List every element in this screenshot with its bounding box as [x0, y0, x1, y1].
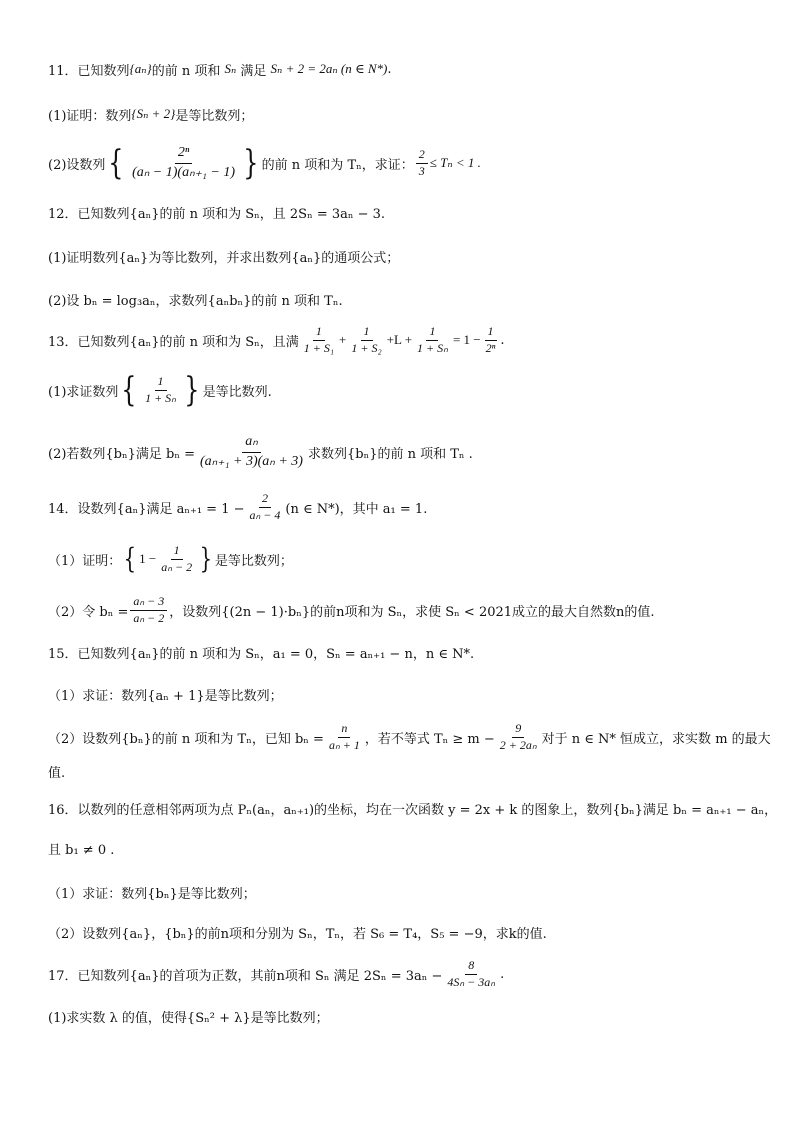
- problem-13-stem: [48, 320, 794, 360]
- problem-12-part1: [48, 245, 794, 267]
- problem-16-stem-text2: 且 b₁ ≠ 0 .: [48, 842, 115, 858]
- fraction-denominator: 1 + S₂: [351, 340, 382, 355]
- problem-11-part2-bound: [416, 148, 428, 179]
- fraction-numerator: 2: [259, 492, 271, 508]
- problem-13-part1-label: (1)求证数列: [48, 384, 119, 400]
- fraction-denominator: 4Sₙ − 3aₙ: [447, 974, 496, 989]
- problem-13-part1-end: 是等比数列.: [202, 384, 272, 400]
- problem-11-stem-text: 11．已知数列: [48, 63, 130, 79]
- problem-13-frac3: [414, 325, 451, 356]
- problem-13-part2-label: (2)若数列{bₙ}满足 bₙ =: [48, 446, 196, 462]
- fraction-numerator: 1: [426, 325, 438, 341]
- problem-14-stem: [48, 487, 794, 527]
- problem-12-part2: [48, 288, 794, 310]
- fraction-numerator: aₙ − 3: [130, 595, 167, 611]
- problem-13-stem-text: 13．已知数列{aₙ}的前 n 项和为 Sₙ，且满: [48, 334, 299, 350]
- problem-17-stem-end: .: [500, 966, 505, 982]
- problem-14-part2: [48, 590, 794, 630]
- problem-15-part2: [48, 716, 794, 758]
- problem-17-stem: [48, 953, 794, 995]
- fraction-denominator: 2ⁿ: [485, 340, 496, 355]
- fraction-denominator: 1 + S₁: [303, 340, 335, 355]
- right-brace: }: [184, 370, 200, 410]
- fraction-numerator: 1: [155, 375, 167, 391]
- problem-12-part1-text: (1)证明数列{aₙ}为等比数列，并求出数列{aₙ}的通项公式；: [48, 250, 400, 266]
- problem-11-part2-end: ≤ Tₙ < 1 .: [429, 155, 481, 170]
- problem-11-stem-end: .: [387, 61, 392, 77]
- problem-11-part1-end: 是等比数列；: [175, 108, 254, 124]
- problem-13-part2-end: 求数列{bₙ}的前 n 项和 Tₙ .: [307, 446, 473, 462]
- problem-13-part1: [48, 368, 794, 412]
- problem-11-part2-fraction: [129, 145, 238, 180]
- problem-11-stem-sn: Sₙ: [224, 61, 237, 76]
- problem-13-part2: [48, 430, 794, 474]
- problem-13-frac4: [483, 325, 499, 356]
- problem-15-part2-tail-text: 值.: [48, 765, 66, 781]
- fraction-denominator: aₙ − 4: [249, 507, 281, 522]
- problem-13-part1-fraction: [142, 375, 179, 406]
- problem-15-part2-mid: ，若不等式 Tₙ ≥ m −: [364, 731, 495, 747]
- fraction-denominator: (aₙ₊₁ + 3)(aₙ + 3): [200, 453, 303, 469]
- fraction-denominator: 3: [418, 163, 425, 178]
- problem-14-part1: [48, 538, 794, 580]
- problem-15-part2-tail: [48, 760, 794, 782]
- fraction-denominator: aₙ − 2: [161, 559, 193, 574]
- fraction-numerator: 8: [465, 959, 477, 975]
- problem-14-stem-text: 14．设数列{aₙ}满足 aₙ₊₁ = 1 −: [48, 501, 245, 517]
- problem-11-part2-label: (2)设数列: [48, 157, 106, 173]
- problem-16-stem-line1: [48, 797, 794, 819]
- fraction-numerator: aₙ: [242, 434, 261, 452]
- fraction-numerator: 1: [313, 325, 325, 341]
- fraction-numerator: 1: [171, 544, 183, 560]
- equals-term: = 1 −: [452, 332, 481, 347]
- problem-15-stem: [48, 641, 794, 663]
- problem-15-stem-text: 15．已知数列{aₙ}的前 n 项和为 Sₙ，a₁ = 0，Sₙ = aₙ₊₁ − n，n ∈ N*.: [48, 646, 475, 662]
- problem-14-part1-label: （1）证明：: [48, 553, 122, 569]
- fraction-denominator: 1 + Sₙ: [417, 340, 448, 355]
- right-brace: }: [243, 143, 259, 183]
- problem-15-part1: [48, 683, 794, 705]
- problem-17-part1: [48, 1005, 794, 1027]
- problem-13-frac1: [301, 325, 337, 356]
- fraction-denominator: aₙ − 2: [133, 610, 165, 625]
- problem-16-part1: [48, 881, 794, 903]
- problem-14-fraction: [247, 492, 284, 523]
- fraction-numerator: 1: [485, 325, 497, 341]
- fraction-numerator: n: [338, 722, 350, 738]
- fraction-denominator: 1 + Sₙ: [145, 390, 176, 405]
- problem-17-stem-text: 17．已知数列{aₙ}的首项为正数，其前n项和 Sₙ 满足 2Sₙ = 3aₙ −: [48, 968, 443, 984]
- problem-11-part2-mid: 的前 n 项和为 Tₙ，求证：: [261, 157, 414, 173]
- problem-12-stem-text: 12．已知数列{aₙ}的前 n 项和为 Sₙ，且 2Sₙ = 3aₙ − 3.: [48, 206, 386, 222]
- fraction-numerator: 1: [361, 325, 373, 341]
- fraction-numerator: 9: [512, 722, 524, 738]
- problem-15-part2-fraction: [326, 722, 363, 753]
- problem-15-part1-text: （1）求证：数列{aₙ + 1}是等比数列；: [48, 688, 283, 704]
- problem-11-stem-mid: 的前 n 项和: [151, 63, 225, 79]
- problem-16-part1-text: （1）求证：数列{bₙ}是等比数列；: [48, 886, 256, 902]
- problem-15-part2-end: 对于 n ∈ N* 恒成立，求实数 m 的最大: [541, 731, 771, 747]
- fraction-numerator: 2: [416, 148, 428, 164]
- problem-16-stem-text1: 16．以数列的任意相邻两项为点 Pₙ(aₙ，aₙ₊₁)的坐标，均在一次函数 y = 2x + k 的图象上，数列{bₙ}满足 bₙ = aₙ₊₁ − aₙ，: [48, 802, 778, 818]
- problem-12-part2-text: (2)设 bₙ = log₃aₙ，求数列{aₙbₙ}的前 n 项和 Tₙ.: [48, 293, 343, 309]
- problem-11-stem-mid2: 满足: [236, 63, 271, 79]
- fraction-denominator: aₙ + 1: [328, 737, 360, 752]
- problem-11-stem-seq: {aₙ}: [129, 61, 152, 76]
- problem-16-part2: [48, 921, 794, 943]
- left-brace: {: [108, 143, 124, 183]
- left-brace: {: [121, 370, 137, 410]
- problem-17-fraction: [444, 959, 498, 990]
- right-brace: }: [199, 542, 213, 575]
- problem-13-frac2: [348, 325, 384, 356]
- problem-11-stem: [48, 58, 794, 80]
- problem-15-part2-label: （2）设数列{bₙ}的前 n 项和为 Tₙ，已知 bₙ =: [48, 731, 324, 747]
- problem-11-stem-eq: Sₙ + 2 = 2aₙ (n ∈ N*): [270, 61, 388, 76]
- problem-15-part2-fraction2: [497, 722, 540, 753]
- problem-14-part1-end: 是等比数列；: [214, 553, 293, 569]
- problem-14-stem-end: (n ∈ N*)，其中 a₁ = 1.: [285, 501, 428, 517]
- problem-17-part1-text: (1)求实数 λ 的值，使得{Sₙ² + λ}是等比数列；: [48, 1010, 329, 1026]
- problem-11-part1-label: (1)证明：数列: [48, 108, 132, 124]
- fraction-denominator: 2 + 2aₙ: [499, 737, 537, 752]
- plus-sign: +: [339, 332, 347, 347]
- problem-14-part2-end: ，设数列{(2n − 1)·bₙ}的前n项和为 Sₙ，求使 Sₙ < 2021成立的最大自然数n的值.: [169, 604, 655, 620]
- problem-14-part2-label: （2）令 bₙ =: [48, 604, 129, 620]
- problem-14-part1-fraction: [158, 544, 195, 575]
- problem-11-part2: [48, 140, 794, 186]
- problem-13-stem-end: .: [500, 332, 505, 348]
- problem-12-stem: [48, 201, 794, 223]
- problem-16-part2-text: （2）设数列{aₙ}，{bₙ}的前n项和分别为 Sₙ，Tₙ，若 S₆ = T₄，S₅ = −9，求k的值.: [48, 926, 547, 942]
- problem-14-part1-pre: 1 −: [139, 551, 157, 566]
- problem-16-stem-line2: [48, 837, 794, 859]
- fraction-numerator: 2ⁿ: [175, 145, 192, 163]
- problem-13-part2-fraction: [197, 434, 306, 469]
- left-brace: {: [123, 542, 137, 575]
- fraction-denominator: (aₙ − 1)(aₙ₊₁ − 1): [132, 164, 236, 180]
- ellipsis-term: +L +: [386, 332, 413, 347]
- problem-14-part2-fraction: [130, 595, 167, 626]
- problem-11-part1: [48, 103, 794, 125]
- problem-11-part1-seq: {Sₙ + 2}: [131, 106, 176, 121]
